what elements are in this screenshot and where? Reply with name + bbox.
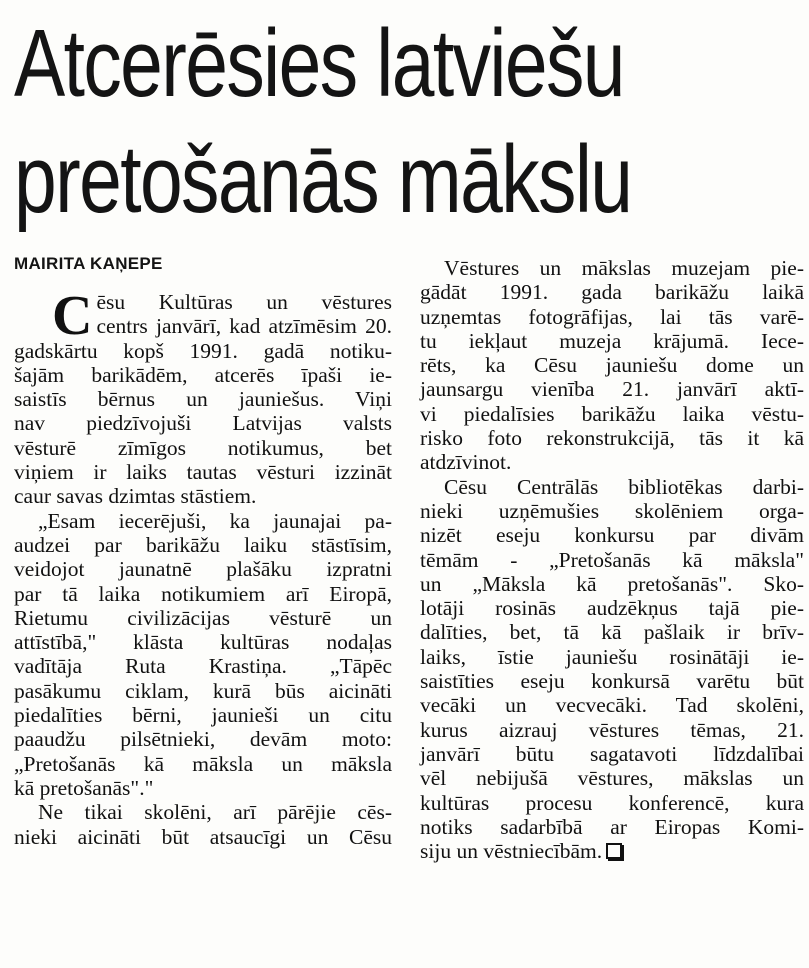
text-line: „Esam iecerējuši, ka jaunajai pa-	[38, 508, 392, 533]
text-line: gadskārtu kopš 1991. gadā notiku-	[14, 338, 392, 363]
text-line: kā pretošanās"."	[14, 775, 154, 800]
text-line: pasākumu ciklam, kurā būs aicināti	[14, 678, 392, 703]
text-line: šajām barikādēm, atcerēs īpaši ie-	[14, 362, 392, 387]
text-line: rēts, ka Cēsu jauniešu dome un	[420, 353, 804, 378]
text-line: ēsu Kultūras un vēstures	[96, 290, 392, 314]
text-line: Ne tikai skolēni, arī pārējie cēs-	[38, 800, 392, 825]
text-line: paaudžu pilsētnieki, devām moto:	[14, 727, 392, 752]
text-line: lotāji rosinās audzēkņus tajā pie-	[420, 596, 804, 621]
text-line: jaunsargu vienība 21. janvārī aktī-	[420, 377, 804, 402]
text-line: un „Māksla kā pretošanās". Sko-	[420, 571, 804, 596]
text-line: risko foto rekonstrukcijā, tās it kā	[420, 426, 804, 451]
text-line: laiks, īstie jauniešu rosinātāji ie-	[420, 644, 804, 669]
text-line: saistīties eseju konkursā varētu būt	[420, 669, 804, 694]
text-line: Vēstures un mākslas muzejam pie-	[444, 256, 804, 280]
text-line: gādāt 1991. gada barikāžu laikā	[420, 280, 804, 305]
author-byline: MAIRITA KAŅEPE	[14, 254, 163, 273]
text-line: veidojot jaunatnē plašāku izpratni	[14, 557, 392, 582]
end-of-article-square-icon	[606, 843, 622, 859]
text-line: vēsturē zīmīgos notikumus, bet	[14, 435, 392, 460]
text-line: tu iekļaut muzeja krājumā. Iece-	[420, 328, 804, 353]
text-line: saistīs bērnus un jauniešus. Viņi	[14, 387, 392, 412]
text-line: piedalīties bērni, jaunieši un citu	[14, 703, 392, 728]
final-text-line	[420, 839, 804, 863]
text-line: Cēsu Centrālās bibliotēkas darbi-	[444, 474, 804, 499]
text-line: audzei par barikāžu laiku stāstīsim,	[14, 532, 392, 557]
text-line: Rietumu civilizācijas vēsturē un	[14, 605, 392, 630]
drop-cap: C	[52, 285, 93, 347]
text-line: nieki aicināti būt atsaucīgi un Cēsu	[14, 824, 392, 849]
headline	[14, 6, 646, 238]
lead-paragraph	[14, 285, 392, 347]
text-line: nieki uzņēmušies skolēniem orga-	[420, 498, 804, 523]
text-line: nav piedzīvojuši Latvijas valsts	[14, 411, 392, 436]
text-line: caur savas dzimtas stāstiem.	[14, 484, 257, 509]
text-line: uzņemtas fotogrāfijas, lai tās varē-	[420, 304, 804, 329]
headline-line-1: Atcerēsies latviešu	[14, 10, 624, 117]
text-line: tēmām - „Pretošanās kā māksla"	[420, 547, 804, 572]
text-line: nizēt eseju konkursu par divām	[420, 523, 804, 548]
text-line: vēl nebijušā vēstures, mākslas un	[420, 766, 804, 791]
text-line: attīstībā," klāsta kultūras nodaļas	[14, 630, 392, 655]
text-line: „Pretošanās kā māksla un māksla	[14, 751, 392, 776]
text-line: par tā laika notikumiem arī Eiropā,	[14, 581, 392, 606]
text-line: vi piedalīsies barikāžu laika vēstu-	[420, 401, 804, 426]
text-line: centrs janvārī, kad atzīmēsim 20.	[96, 314, 392, 339]
text-line: vecāki un vecvecāki. Tad skolēni,	[420, 693, 804, 718]
text-line: notiks sadarbībā ar Eiropas Komi-	[420, 814, 804, 839]
text-line: dalīties, bet, tā kā pašlaik ir brīv-	[420, 620, 804, 645]
text-line: kultūras procesu konferencē, kura	[420, 790, 804, 815]
text-line: kurus aizrauj vēstures tēmas, 21.	[420, 717, 804, 742]
text-line: vadītāja Ruta Krastiņa. „Tāpēc	[14, 654, 392, 679]
text-line: viņiem ir laiks tautas vēsturi izzināt	[14, 460, 392, 485]
text-line: atdzīvinot.	[420, 450, 512, 475]
headline-line-2: pretošanās mākslu	[14, 126, 632, 233]
text-line: janvārī būtu sagatavoti līdzdalībai	[420, 741, 804, 766]
text-line: siju un vēstniecībām.	[420, 839, 603, 864]
article-column-left	[14, 285, 392, 849]
article-column-right	[420, 256, 804, 863]
